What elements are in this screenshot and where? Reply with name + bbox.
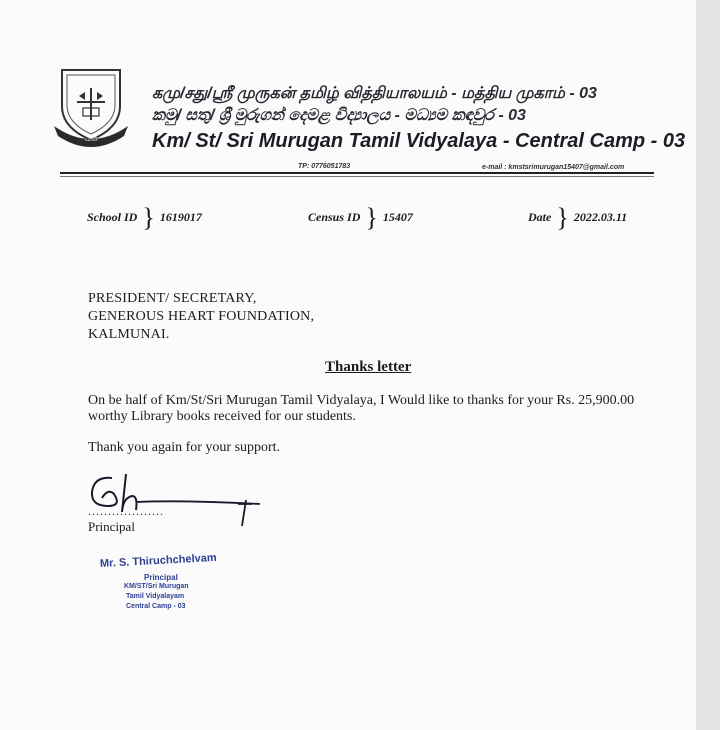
stamp-title: Principal <box>144 573 178 582</box>
letter-body-closing: Thank you again for your support. <box>88 440 281 455</box>
brace-icon: } <box>365 203 378 232</box>
letterhead-phone: TP: 0776051783 <box>298 163 351 170</box>
signature-role: Principal <box>88 519 135 534</box>
letter-title: Thanks letter <box>325 359 412 375</box>
stamp-school-line-3: Central Camp - 03 <box>126 603 186 610</box>
date-value: 2022.03.11 <box>573 210 628 224</box>
stamp-school-line-1: KM/ST/Sri Murugan <box>124 583 189 590</box>
stamp-name: Mr. S. Thiruchchelvam <box>99 551 217 570</box>
letterhead-rule-thin <box>60 176 654 177</box>
census-id-value: 15407 <box>382 210 413 224</box>
census-id-label: Census ID <box>308 210 361 224</box>
school-id-label: School ID <box>87 210 138 224</box>
date-field <box>528 203 627 233</box>
school-id-value: 1619017 <box>159 210 202 224</box>
date-label: Date <box>528 210 552 224</box>
page-edge <box>696 0 720 730</box>
recipient-line-3: KALMUNAI. <box>88 327 170 342</box>
census-id-field <box>308 203 413 233</box>
letterhead-english-name: Km/ St/ Sri Murugan Tamil Vidyalaya - Central Camp - 03 <box>152 130 686 152</box>
letterhead-email: e-mail : kmstsrimurugan15407@gmail.com <box>482 164 625 171</box>
signature-dotted-line: ................... <box>88 504 164 518</box>
letter-body-line-1: On be half of Km/St/Sri Murugan Tamil Vidyalaya, I Would like to thanks for your Rs. 25,900.00 <box>88 393 635 408</box>
letterhead-sinhala-name: කමු/ සතු/ ශ්‍රී මුරුගන් දෙමළ විද්‍යාලය - මධ්‍යම කඳවුර - 03 <box>152 107 526 124</box>
school-id-field <box>87 203 202 233</box>
recipient-line-1: PRESIDENT/ SECRETARY, <box>88 291 257 306</box>
brace-icon: } <box>556 203 569 232</box>
letterhead-tamil-name: கமு/சது/ஸ்ரீ முருகன் தமிழ் வித்தியாலயம் - மத்திய முகாம் - 03 <box>152 85 597 102</box>
letterhead-rule <box>60 172 654 174</box>
stamp-school-line-2: Tamil Vidyalayam <box>126 593 185 600</box>
recipient-line-2: GENEROUS HEART FOUNDATION, <box>88 309 315 324</box>
brace-icon: } <box>142 203 155 232</box>
svg-text:கல்வி: கல்வி <box>84 137 98 143</box>
school-crest-logo <box>52 62 130 148</box>
letter-body-line-2: worthy Library books received for our students. <box>88 409 356 424</box>
